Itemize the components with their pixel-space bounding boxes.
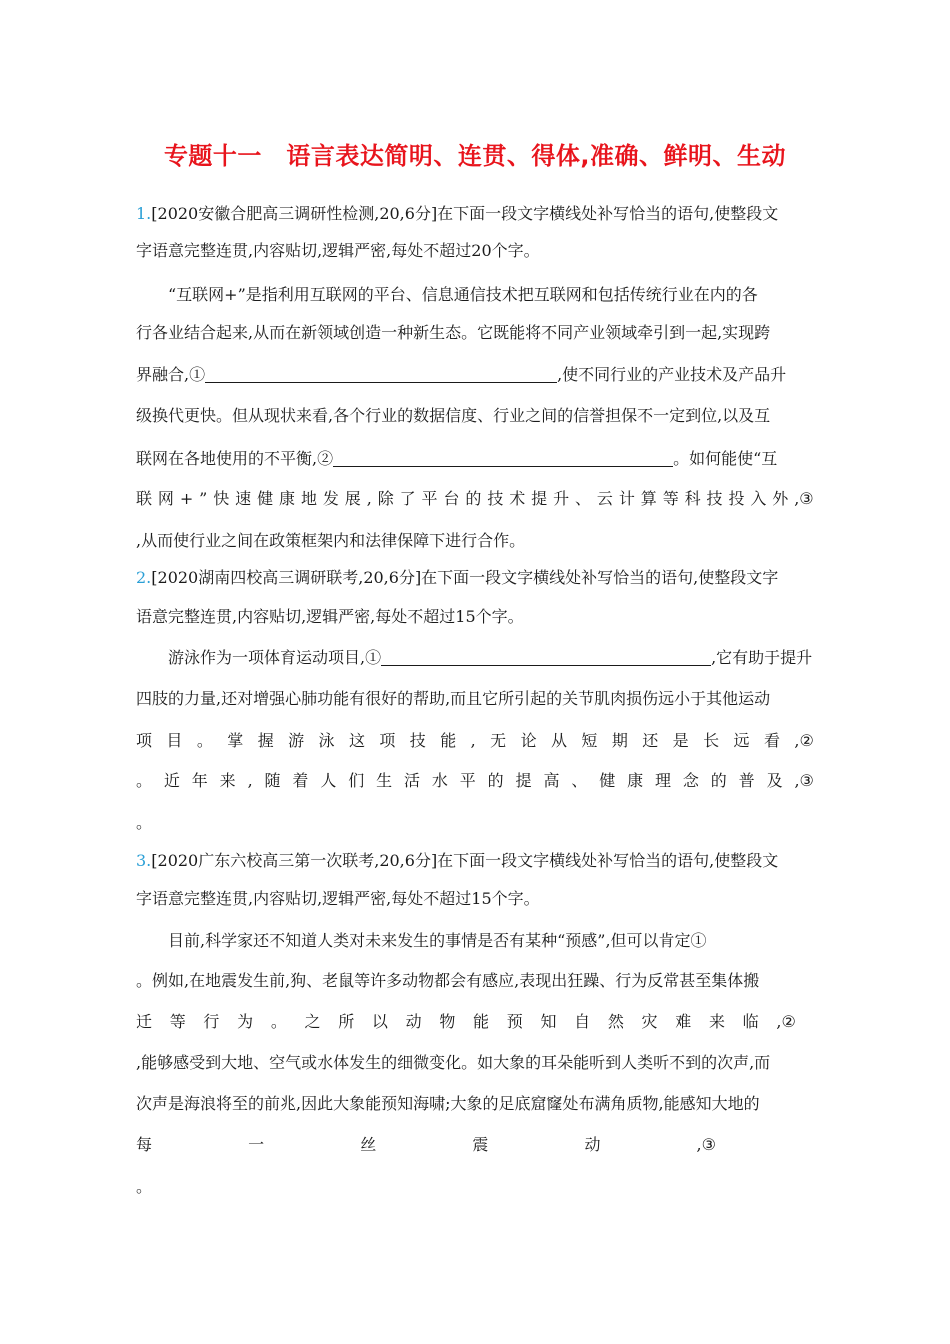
spread-char: 平	[459, 771, 476, 790]
spread-char: 以	[371, 1012, 388, 1031]
q1-passage-line1: “互联网+”是指利用互联网的平台、信息通信技术把互联网和包括传统行业在内的各	[168, 285, 758, 304]
spread-char: ”	[199, 489, 208, 508]
spread-char: 升	[553, 489, 570, 508]
spread-char: 远	[733, 731, 750, 750]
q2-number: 2.	[136, 568, 152, 587]
q2-passage-line3	[136, 730, 814, 752]
q3-passage-line3	[136, 1011, 796, 1033]
spread-char: 及	[766, 771, 783, 790]
spread-char: 的	[465, 489, 482, 508]
spread-char: 高	[543, 771, 560, 790]
spread-char: ,③	[696, 1135, 716, 1154]
spread-char: 行	[203, 1012, 220, 1031]
q2-passage-line1: 游泳作为一项体育运动项目,① ,它有助于提升	[168, 648, 813, 667]
q2-header-line1: 2.[2020湖南四校高三调研联考,20,6分]在下面一段文字横线处补写恰当的语句,使整段文字	[136, 568, 779, 587]
q3-passage-line7: 。	[136, 1177, 153, 1196]
q3-passage-line2: 。例如,在地震发生前,狗、老鼠等许多动物都会有感应,表现出狂躁、行为反常甚至集体搬	[136, 971, 760, 990]
spread-char: ,	[470, 731, 476, 750]
spread-char: 随	[264, 771, 281, 790]
spread-char: 从	[550, 731, 567, 750]
spread-char: 康	[627, 771, 644, 790]
q3-passage-line6	[136, 1134, 716, 1156]
spread-char: 展	[344, 489, 361, 508]
spread-char: 外	[772, 489, 789, 508]
spread-char: 联	[136, 489, 153, 508]
spread-char: 论	[520, 731, 537, 750]
spread-char: 科	[684, 489, 701, 508]
q3-header-line2: 字语意完整连贯,内容贴切,逻辑严密,每处不超过15个字。	[136, 889, 540, 908]
spread-char: 泳	[318, 731, 335, 750]
spread-char: 期	[611, 731, 628, 750]
q2-passage-line4	[136, 770, 814, 792]
spread-char: 发	[322, 489, 339, 508]
spread-char: 着	[292, 771, 309, 790]
q3-header-line1: 3.[2020广东六校高三第一次联考,20,6分]在下面一段文字横线处补写恰当的语句,使整段文	[136, 851, 779, 870]
spread-char: 长	[703, 731, 720, 750]
spread-char: 是	[672, 731, 689, 750]
spread-char: 动	[405, 1012, 422, 1031]
page-title: 专题十一 语言表达简明、连贯、得体,准确、鲜明、生动	[163, 142, 787, 170]
spread-char: 看	[763, 731, 780, 750]
spread-char: 入	[750, 489, 767, 508]
spread-char: 物	[439, 1012, 456, 1031]
q3-number: 3.	[136, 851, 152, 870]
spread-char: 掌	[227, 731, 244, 750]
spread-char: 健	[257, 489, 274, 508]
spread-char: 的	[487, 771, 504, 790]
spread-char: 投	[728, 489, 745, 508]
spread-char: 等	[169, 1012, 186, 1031]
spread-char: 水	[431, 771, 448, 790]
spread-char: 所	[338, 1012, 355, 1031]
q1-passage-line5: 联网在各地使用的不平衡,② 。如何能使“互	[136, 449, 778, 468]
q2-header-line2: 语意完整连贯,内容贴切,逻辑严密,每处不超过15个字。	[136, 607, 524, 626]
spread-char: 、	[571, 771, 588, 790]
spread-char: 每	[136, 1135, 153, 1154]
spread-char: 震	[472, 1135, 489, 1154]
spread-char: +	[179, 489, 194, 508]
q1-passage-line6	[136, 488, 814, 510]
spread-char: 来	[219, 771, 236, 790]
spread-char: 自	[574, 1012, 591, 1031]
spread-char: 。	[270, 1012, 287, 1031]
spread-char: 生	[376, 771, 393, 790]
spread-char: 能	[473, 1012, 490, 1031]
spread-char: ,	[366, 489, 372, 508]
spread-char: 游	[288, 731, 305, 750]
spread-char: 难	[675, 1012, 692, 1031]
q1-passage-line7: ,从而使行业之间在政策框架内和法律保障下进行合作。	[136, 531, 526, 550]
spread-char: 网	[157, 489, 174, 508]
q1-header-line2: 字语意完整连贯,内容贴切,逻辑严密,每处不超过20个字。	[136, 241, 540, 260]
spread-char: 然	[607, 1012, 624, 1031]
spread-char: 理	[655, 771, 672, 790]
spread-char: 除	[377, 489, 394, 508]
q1-header-line1: 1.[2020安徽合肥高三调研性检测,20,6分]在下面一段文字横线处补写恰当的语句,使整段文	[136, 204, 779, 223]
spread-char: 快	[213, 489, 230, 508]
spread-char: 们	[348, 771, 365, 790]
spread-char: 云	[596, 489, 613, 508]
spread-char: 还	[642, 731, 659, 750]
q1-number: 1.	[136, 204, 152, 223]
spread-char: 健	[599, 771, 616, 790]
spread-char: 项	[136, 731, 153, 750]
spread-char: 算	[640, 489, 657, 508]
q1-blank-1[interactable]	[205, 365, 557, 383]
q1-passage-line2: 行各业结合起来,从而在新领域创造一种新生态。它既能将不同产业领域牵引到一起,实现跨	[136, 323, 771, 342]
spread-char: 。	[196, 731, 213, 750]
spread-char: 之	[304, 1012, 321, 1031]
spread-char: 临	[742, 1012, 759, 1031]
spread-char: 活	[403, 771, 420, 790]
spread-char: 人	[320, 771, 337, 790]
q2-blank-1[interactable]	[381, 648, 711, 666]
spread-char: 普	[738, 771, 755, 790]
spread-char: 项	[379, 731, 396, 750]
spread-char: 提	[515, 771, 532, 790]
spread-char: 了	[399, 489, 416, 508]
q1-blank-2[interactable]	[333, 449, 673, 467]
spread-char: 。	[136, 771, 153, 790]
spread-char: 这	[348, 731, 365, 750]
spread-char: 握	[257, 731, 274, 750]
spread-char: 计	[618, 489, 635, 508]
spread-char: 动	[584, 1135, 601, 1154]
spread-char: 、	[575, 489, 592, 508]
spread-char: 预	[506, 1012, 523, 1031]
q2-passage-line5: 。	[136, 813, 153, 832]
spread-char: 知	[540, 1012, 557, 1031]
spread-char: 地	[300, 489, 317, 508]
spread-char: ,③	[794, 489, 814, 508]
spread-char: 短	[581, 731, 598, 750]
q1-passage-line3: 界融合,① ,使不同行业的产业技术及产品升	[136, 365, 787, 384]
spread-char: 近	[163, 771, 180, 790]
q1-passage-line4: 级换代更快。但从现状来看,各个行业的数据信度、行业之间的信誉担保不一定到位,以及互	[136, 406, 771, 425]
spread-char: 一	[248, 1135, 265, 1154]
spread-char: 迁	[136, 1012, 153, 1031]
spread-char: 技	[487, 489, 504, 508]
spread-char: 平	[421, 489, 438, 508]
spread-char: 技	[706, 489, 723, 508]
spread-char: 提	[531, 489, 548, 508]
spread-char: ,②	[794, 731, 814, 750]
spread-char: 台	[443, 489, 460, 508]
spread-char: 目	[166, 731, 183, 750]
spread-char: 来	[708, 1012, 725, 1031]
spread-char: 的	[710, 771, 727, 790]
spread-char: 为	[237, 1012, 254, 1031]
spread-char: 术	[509, 489, 526, 508]
spread-char: 丝	[360, 1135, 377, 1154]
q3-passage-line4: ,能够感受到大地、空气或水体发生的细微变化。如大象的耳朵能听到人类听不到的次声,而	[136, 1053, 771, 1072]
spread-char: ,②	[776, 1012, 796, 1031]
q3-passage-line1: 目前,科学家还不知道人类对未来发生的事情是否有某种“预感”,但可以肯定①	[168, 931, 707, 950]
spread-char: ,③	[794, 771, 814, 790]
q2-passage-line2: 四肢的力量,还对增强心肺功能有很好的帮助,而且它所引起的关节肌肉损伤远小于其他运动	[136, 689, 771, 708]
spread-char: 等	[662, 489, 679, 508]
spread-char: 念	[682, 771, 699, 790]
spread-char: 速	[235, 489, 252, 508]
spread-char: 康	[279, 489, 296, 508]
spread-char: ,	[247, 771, 253, 790]
spread-char: 无	[490, 731, 507, 750]
spread-char: 技	[409, 731, 426, 750]
q3-passage-line5: 次声是海浪将至的前兆,因此大象能预知海啸;大象的足底窟窿处布满角质物,能感知大地的	[136, 1094, 760, 1113]
spread-char: 灾	[641, 1012, 658, 1031]
spread-char: 年	[191, 771, 208, 790]
spread-char: 能	[440, 731, 457, 750]
